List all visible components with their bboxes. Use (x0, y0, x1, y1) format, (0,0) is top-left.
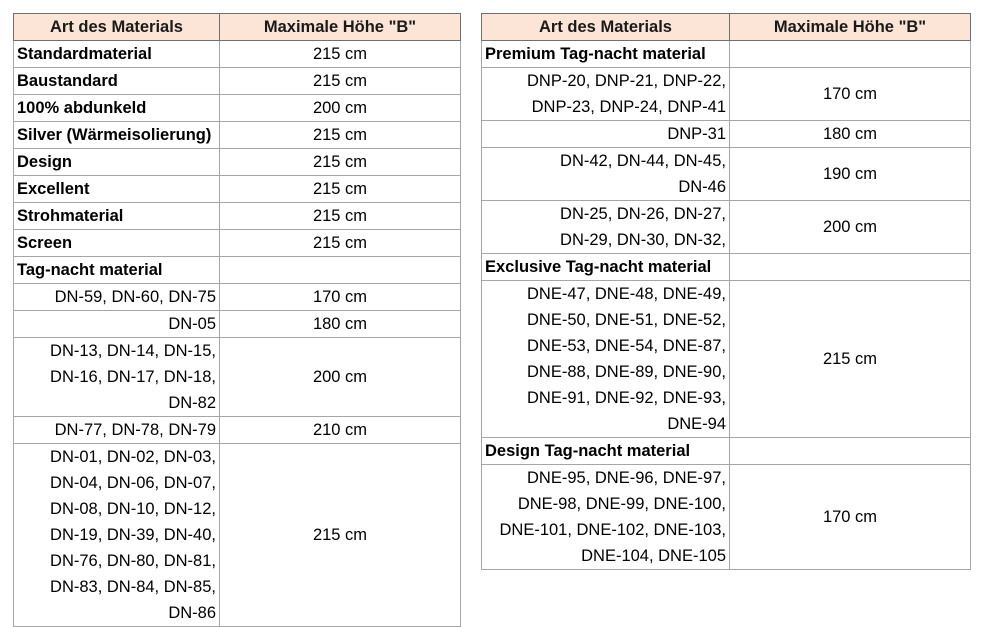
empty-cell (730, 254, 971, 281)
material-height-table-right (481, 13, 971, 570)
max-height-cell: 215 cm (220, 444, 461, 627)
material-name-cell: Standardmaterial (14, 41, 220, 68)
material-name-cell: Baustandard (14, 68, 220, 95)
code-line: DNE-95, DNE-96, DNE-97, (527, 469, 726, 487)
max-height-cell: 200 cm (220, 95, 461, 122)
max-height-cell: 215 cm (220, 176, 461, 203)
table-row (14, 230, 461, 257)
code-line: DNE-91, DNE-92, DNE-93, (527, 389, 726, 407)
max-height-column-header: Maximale Höhe "B" (730, 14, 971, 41)
material-height-table-left (13, 13, 461, 627)
max-height-cell: 215 cm (220, 68, 461, 95)
group-title: Tag-nacht material (14, 257, 220, 284)
empty-cell (730, 41, 971, 68)
code-line: DNE-50, DNE-51, DNE-52, (527, 311, 726, 329)
max-height-cell: 210 cm (220, 417, 461, 444)
code-line: DN-13, DN-14, DN-15, (50, 342, 216, 360)
table-row (14, 68, 461, 95)
material-codes-cell (482, 281, 730, 438)
header-row (14, 14, 461, 41)
code-line: DN-46 (678, 178, 726, 196)
material-column-header: Art des Materials (482, 14, 730, 41)
material-name-cell: Screen (14, 230, 220, 257)
group-title: Premium Tag-nacht material (482, 41, 730, 68)
table-row (482, 465, 971, 570)
code-line: DNE-94 (667, 415, 726, 433)
code-line: DN-76, DN-80, DN-81, (50, 552, 216, 570)
code-line: DNE-104, DNE-105 (581, 547, 726, 565)
max-height-cell: 215 cm (220, 230, 461, 257)
table-row (14, 41, 461, 68)
material-name-cell: Design (14, 149, 220, 176)
max-height-cell: 170 cm (220, 284, 461, 311)
empty-cell (220, 257, 461, 284)
code-line: DNE-101, DNE-102, DNE-103, (499, 521, 726, 539)
code-line: DNE-98, DNE-99, DNE-100, (517, 495, 726, 513)
code-line: DNE-53, DNE-54, DNE-87, (527, 337, 726, 355)
material-codes-cell (14, 444, 220, 627)
material-name-cell: Excellent (14, 176, 220, 203)
table-row (14, 417, 461, 444)
code-line: DN-25, DN-26, DN-27, (560, 205, 726, 223)
group-header-row (482, 41, 971, 68)
header-row (482, 14, 971, 41)
max-height-cell: 180 cm (730, 121, 971, 148)
max-height-cell: 200 cm (220, 338, 461, 417)
code-line: DN-16, DN-17, DN-18, (50, 368, 216, 386)
material-name-cell: Silver (Wärmeisolierung) (14, 122, 220, 149)
table-row (14, 176, 461, 203)
code-line: DN-01, DN-02, DN-03, (50, 448, 216, 466)
table-row (482, 281, 971, 438)
code-line: DN-77, DN-78, DN-79 (54, 421, 216, 439)
material-codes-cell (14, 338, 220, 417)
code-line: DNP-20, DNP-21, DNP-22, (527, 72, 726, 90)
code-line: DNE-88, DNE-89, DNE-90, (527, 363, 726, 381)
max-height-cell: 215 cm (220, 203, 461, 230)
group-header-row (482, 438, 971, 465)
code-line: DN-86 (168, 604, 216, 622)
table-row (482, 68, 971, 121)
max-height-cell: 200 cm (730, 201, 971, 254)
code-line: DN-29, DN-30, DN-32, (560, 231, 726, 249)
table-row (14, 122, 461, 149)
table-row (14, 284, 461, 311)
group-header-row (482, 254, 971, 281)
max-height-cell: 170 cm (730, 68, 971, 121)
group-title: Design Tag-nacht material (482, 438, 730, 465)
table-row (482, 148, 971, 201)
table-row (14, 95, 461, 122)
material-codes-cell (482, 148, 730, 201)
table-row (14, 203, 461, 230)
code-line: DNP-31 (667, 125, 726, 143)
material-codes-cell (482, 121, 730, 148)
material-name-cell: Strohmaterial (14, 203, 220, 230)
code-line: DN-42, DN-44, DN-45, (560, 152, 726, 170)
code-line: DN-04, DN-06, DN-07, (50, 474, 216, 492)
group-header-row (14, 257, 461, 284)
table-row (14, 444, 461, 627)
table-row (482, 121, 971, 148)
table-row (14, 311, 461, 338)
material-codes-cell (482, 465, 730, 570)
code-line: DN-19, DN-39, DN-40, (50, 526, 216, 544)
table-row (14, 149, 461, 176)
code-line: DN-82 (168, 394, 216, 412)
code-line: DNP-23, DNP-24, DNP-41 (531, 98, 726, 116)
max-height-cell: 170 cm (730, 465, 971, 570)
code-line: DN-59, DN-60, DN-75 (54, 288, 216, 306)
material-codes-cell (14, 284, 220, 311)
max-height-cell: 215 cm (730, 281, 971, 438)
empty-cell (730, 438, 971, 465)
table-row (482, 201, 971, 254)
code-line: DN-08, DN-10, DN-12, (50, 500, 216, 518)
material-column-header: Art des Materials (14, 14, 220, 41)
material-codes-cell (14, 311, 220, 338)
code-line: DN-05 (168, 315, 216, 333)
material-codes-cell (482, 201, 730, 254)
code-line: DNE-47, DNE-48, DNE-49, (527, 285, 726, 303)
max-height-cell: 215 cm (220, 149, 461, 176)
max-height-cell: 190 cm (730, 148, 971, 201)
max-height-cell: 215 cm (220, 122, 461, 149)
group-title: Exclusive Tag-nacht material (482, 254, 730, 281)
max-height-cell: 180 cm (220, 311, 461, 338)
max-height-cell: 215 cm (220, 41, 461, 68)
material-codes-cell (14, 417, 220, 444)
code-line: DN-83, DN-84, DN-85, (50, 578, 216, 596)
table-row (14, 338, 461, 417)
max-height-column-header: Maximale Höhe "B" (220, 14, 461, 41)
material-name-cell: 100% abdunkeld (14, 95, 220, 122)
material-codes-cell (482, 68, 730, 121)
